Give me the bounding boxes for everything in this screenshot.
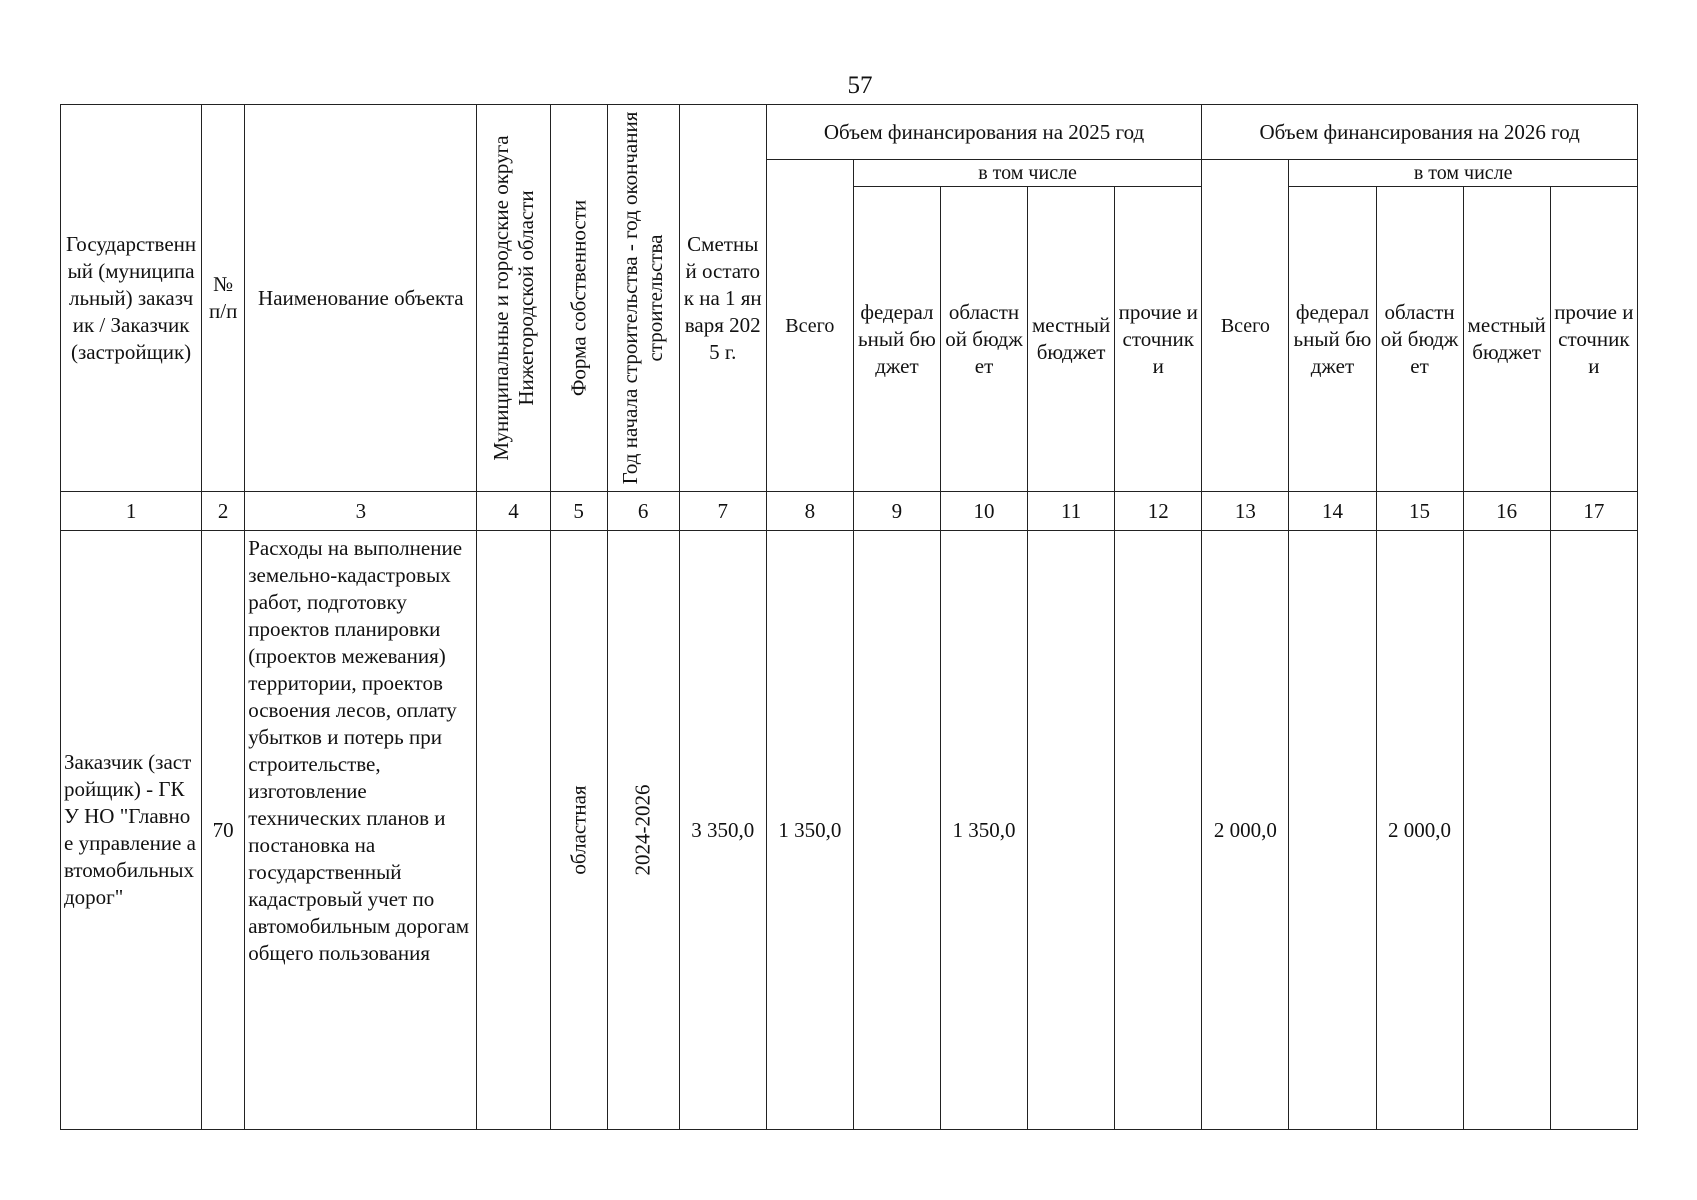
header-other-2026: прочие источники [1550,187,1637,492]
header-federal-2026: федеральный бюджет [1289,187,1376,492]
row-customer: Заказчик (застройщик) - ГКУ НО "Главное управление автомобильных дорог" [61,531,202,1130]
header-total-2025: Всего [766,160,853,492]
header-years: Год начала строительства - год окончания строительства [607,105,679,492]
page-number: 57 [847,72,873,99]
column-number: 4 [477,492,550,531]
row-other-2026 [1550,531,1637,1130]
row-federal-2025 [853,531,940,1130]
header-number: № п/п [202,105,245,492]
row-municipality [477,531,550,1130]
column-number: 7 [679,492,766,531]
column-number: 2 [202,492,245,531]
row-years: 2024-2026 [607,531,679,1130]
column-number: 9 [853,492,940,531]
column-number: 3 [245,492,477,531]
header-local-2026: местный бюджет [1463,187,1550,492]
header-customer: Государственный (муниципальный) заказчик / Заказчик (застройщик) [61,105,202,492]
table-row [61,531,1638,1130]
row-number: 70 [202,531,245,1130]
header-regional-2026: областной бюджет [1376,187,1463,492]
header-regional-2025: областной бюджет [940,187,1027,492]
header-object: Наименование объекта [245,105,477,492]
row-regional-2026: 2 000,0 [1376,531,1463,1130]
header-including-2025: в том числе [853,160,1201,187]
column-numbers-row [61,492,1638,531]
column-number: 17 [1550,492,1637,531]
header-federal-2025: федеральный бюджет [853,187,940,492]
column-number: 15 [1376,492,1463,531]
column-number: 6 [607,492,679,531]
row-regional-2025: 1 350,0 [940,531,1027,1130]
row-object: Расходы на выполнение земельно-кадастровых работ, подготовку проектов планировки (проектов межевания) территории, проектов освоения лесов, оплату убытков и потерь при строительстве, изготовление технических планов и постановка на государственный кадастровый учет по автомобильным дорогам общего пользования [245,531,477,1130]
column-number: 5 [550,492,607,531]
row-balance: 3 350,0 [679,531,766,1130]
column-number: 8 [766,492,853,531]
header-total-2026: Всего [1202,160,1289,492]
header-including-2026: в том числе [1289,160,1638,187]
header-balance: Сметный остаток на 1 января 2025 г. [679,105,766,492]
row-total-2025: 1 350,0 [766,531,853,1130]
column-number: 12 [1115,492,1202,531]
header-group-2025: Объем финансирования на 2025 год [766,105,1202,160]
column-number: 13 [1202,492,1289,531]
header-other-2025: прочие источники [1115,187,1202,492]
row-other-2025 [1115,531,1202,1130]
header-group-2026: Объем финансирования на 2026 год [1202,105,1638,160]
header-municipality: Муниципальные и городские округа Нижегородской области [477,105,550,492]
column-number: 16 [1463,492,1550,531]
row-ownership: областная [550,531,607,1130]
financing-table [60,104,1638,1130]
header-ownership: Форма собственности [550,105,607,492]
column-number: 10 [940,492,1027,531]
column-number: 11 [1028,492,1115,531]
column-number: 1 [61,492,202,531]
row-local-2025 [1028,531,1115,1130]
column-number: 14 [1289,492,1376,531]
row-federal-2026 [1289,531,1376,1130]
header-local-2025: местный бюджет [1028,187,1115,492]
row-total-2026: 2 000,0 [1202,531,1289,1130]
row-local-2026 [1463,531,1550,1130]
